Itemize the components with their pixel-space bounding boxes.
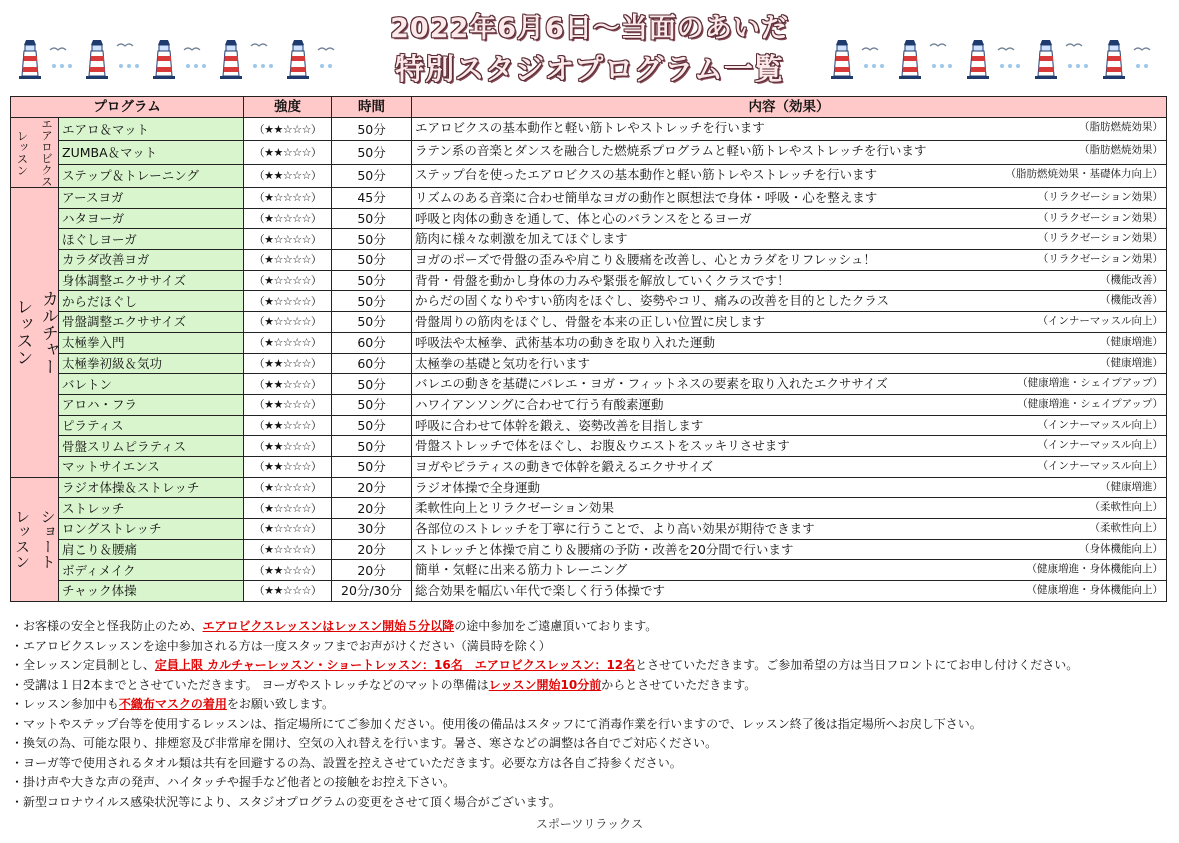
note-line: [11, 754, 1171, 774]
content-cell: [412, 164, 1167, 187]
duration: 50分: [332, 229, 412, 250]
intensity-rating: （★☆☆☆☆）: [244, 332, 332, 353]
duration: 50分: [332, 141, 412, 164]
content-cell: [412, 291, 1167, 312]
table-row: [11, 118, 1167, 141]
duration: 20分: [332, 477, 412, 498]
duration: 30分: [332, 519, 412, 540]
note-text: ・換気の為、可能な限り、排煙窓及び非常扉を開け、空気の入れ替えを行います。暑さ、寒さなどの調整は各自でご対応ください。: [11, 736, 718, 750]
content-cell: [412, 539, 1167, 560]
program-name: 身体調整エクササイズ: [59, 270, 244, 291]
category-label: [11, 188, 59, 478]
lighthouse-decoration-left: [14, 36, 344, 84]
program-name: ZUMBA＆マット: [59, 141, 244, 164]
effect-label: （機能改善）: [1100, 294, 1164, 307]
intensity-rating: （★★☆☆☆）: [244, 394, 332, 415]
intensity-rating: （★☆☆☆☆）: [244, 498, 332, 519]
intensity-rating: （★★☆☆☆）: [244, 141, 332, 164]
program-name: ストレッチ: [59, 498, 244, 519]
table-row: [11, 539, 1167, 560]
content-cell: [412, 250, 1167, 271]
program-name: アロハ・フラ: [59, 394, 244, 415]
note-text: ・受講は１日2本までとさせていただきます。 ヨーガやストレッチなどのマットの準備は: [11, 677, 489, 692]
effect-label: （健康増進）: [1100, 335, 1164, 348]
content-description: バレエの動きを基礎にバレエ・ヨガ・フィットネスの要素を取り入れたエクササイズ: [415, 376, 888, 392]
table-row: [11, 291, 1167, 312]
category-label-text: レッスン: [15, 129, 30, 176]
table-row: [11, 164, 1167, 187]
table-row: [11, 436, 1167, 457]
table-row: [11, 519, 1167, 540]
intensity-rating: （★★☆☆☆）: [244, 436, 332, 457]
duration: 50分: [332, 270, 412, 291]
table-header-row: [11, 97, 1167, 118]
intensity-rating: （★☆☆☆☆）: [244, 250, 332, 271]
table-row: [11, 332, 1167, 353]
duration: 50分: [332, 456, 412, 477]
effect-label: （脂肪燃焼効果・基礎体力向上）: [1005, 167, 1164, 180]
intensity-rating: （★★☆☆☆）: [244, 581, 332, 602]
content-description: 呼吸と肉体の動きを通して、体と心のバランスをとるヨーガ: [415, 210, 752, 226]
program-name: カラダ改善ヨガ: [59, 250, 244, 271]
table-row: [11, 270, 1167, 291]
note-line: [11, 676, 1171, 696]
duration: 50分: [332, 291, 412, 312]
duration: 50分: [332, 118, 412, 141]
program-name: 太極拳初級＆気功: [59, 353, 244, 374]
content-cell: [412, 332, 1167, 353]
category-label-text: レッスン: [13, 509, 32, 570]
program-name: ボディメイク: [59, 560, 244, 581]
effect-label: （脂肪燃焼効果）: [1079, 144, 1164, 157]
lighthouse-icon: [14, 36, 344, 84]
intensity-rating: （★★☆☆☆）: [244, 118, 332, 141]
content-description: 簡単・気軽に出来る筋力トレーニング: [415, 562, 628, 578]
content-description: ヨガやピラティスの動きで体幹を鍛えるエクササイズ: [415, 458, 714, 474]
header-program: プログラム: [11, 97, 244, 118]
effect-label: （身体機能向上）: [1079, 542, 1164, 555]
effect-label: （健康増進・身体機能向上）: [1026, 563, 1164, 576]
effect-label: （脂肪燃焼効果）: [1079, 121, 1164, 133]
note-text: ・ヨーガ等で使用されるタオル類は共有を回避するの為、設置を控えさせていただきます。必要な方は各自ご持参ください。: [11, 755, 682, 770]
duration: 60分: [332, 332, 412, 353]
note-emphasis: 不織布マスクの着用: [118, 697, 227, 711]
content-description: ラテン系の音楽とダンスを融合した燃焼系プログラムと軽い筋トレやストレッチを行います: [415, 143, 927, 159]
duration: 50分: [332, 436, 412, 457]
content-description: ハワイアンソングに合わせて行う有酸素運動: [415, 396, 664, 412]
intensity-rating: （★☆☆☆☆）: [244, 291, 332, 312]
intensity-rating: （★★☆☆☆）: [244, 415, 332, 436]
content-cell: [412, 394, 1167, 415]
table-row: [11, 581, 1167, 602]
content-description: 太極拳の基礎と気功を行います: [415, 355, 591, 371]
content-description: 呼吸に合わせて体幹を鍛え、姿勢改善を目指します: [415, 417, 704, 433]
content-description: ヨガのポーズで骨盤の歪みや肩こり＆腰痛を改善し、心とカラダをリフレッシュ！: [415, 252, 876, 268]
effect-label: （インナーマッスル向上）: [1037, 439, 1164, 452]
note-emphasis: エアロビクスレッスンはレッスン開始５分以降: [202, 619, 455, 633]
program-name: バレトン: [59, 374, 244, 395]
table-row: [11, 560, 1167, 581]
effect-label: （インナーマッスル向上）: [1037, 418, 1164, 431]
table-row: [11, 141, 1167, 164]
effect-label: （インナーマッスル向上）: [1037, 459, 1164, 472]
content-description: ステップ台を使ったエアロビクスの基本動作と軽い筋トレやストレッチを行います: [415, 166, 878, 182]
intensity-rating: （★☆☆☆☆）: [244, 229, 332, 250]
content-cell: [412, 498, 1167, 519]
content-description: エアロビクスの基本動作と軽い筋トレやストレッチを行います: [415, 120, 765, 135]
intensity-rating: （★☆☆☆☆）: [244, 312, 332, 333]
content-cell: [412, 560, 1167, 581]
note-line: [11, 656, 1171, 676]
program-name: 骨盤調整エクササイズ: [59, 312, 244, 333]
effect-label: （健康増進・シェイプアップ）: [1017, 397, 1164, 410]
notes-section: [11, 617, 1171, 812]
program-name: ラジオ体操＆ストレッチ: [59, 477, 244, 498]
category-label-text: ショート: [38, 509, 57, 570]
note-line: [11, 773, 1171, 793]
lighthouse-icon: [826, 36, 1166, 84]
category-label-text: レッスン: [12, 298, 33, 367]
intensity-rating: （★☆☆☆☆）: [244, 477, 332, 498]
effect-label: （インナーマッスル向上）: [1037, 315, 1164, 328]
duration: 45分: [332, 188, 412, 209]
note-text: の途中参加をご遠慮頂いております。: [454, 619, 658, 633]
table-row: [11, 188, 1167, 209]
intensity-rating: （★★☆☆☆）: [244, 353, 332, 374]
table-row: [11, 394, 1167, 415]
program-name: ピラティス: [59, 415, 244, 436]
effect-label: （健康増進）: [1100, 480, 1164, 493]
note-text: ・お客様の安全と怪我防止のため、: [11, 619, 203, 633]
intensity-rating: （★★☆☆☆）: [244, 560, 332, 581]
program-name: ロングストレッチ: [59, 519, 244, 540]
note-text: ・新型コロナウイルス感染状況等により、スタジオプログラムの変更をさせて頂く場合がございます。: [11, 794, 561, 809]
note-text: ・エアロビクスレッスンを途中参加される方は一度スタッフまでお声がけください（満員時を除く）: [11, 638, 551, 653]
effect-label: （健康増進・シェイプアップ）: [1017, 377, 1164, 390]
intensity-rating: （★☆☆☆☆）: [244, 270, 332, 291]
note-emphasis: レッスン開始10分前: [488, 677, 602, 692]
program-name: ハタヨーガ: [59, 208, 244, 229]
lighthouse-decoration-right: [826, 36, 1166, 84]
effect-label: （健康増進）: [1100, 356, 1164, 369]
duration: 50分: [332, 394, 412, 415]
header-intensity: 強度: [244, 97, 332, 118]
note-line: [11, 715, 1171, 735]
table-row: [11, 208, 1167, 229]
content-cell: [412, 141, 1167, 164]
note-text: をお願い致します。: [226, 697, 334, 711]
intensity-rating: （★☆☆☆☆）: [244, 519, 332, 540]
content-cell: [412, 118, 1167, 141]
note-line: [11, 617, 1171, 637]
content-cell: [412, 312, 1167, 333]
intensity-rating: （★★☆☆☆）: [244, 374, 332, 395]
content-cell: [412, 188, 1167, 209]
intensity-rating: （★☆☆☆☆）: [244, 208, 332, 229]
intensity-rating: （★☆☆☆☆）: [244, 539, 332, 560]
program-name: ほぐしヨーガ: [59, 229, 244, 250]
category-label-text: カルチャー: [37, 289, 58, 375]
note-line: [11, 793, 1171, 813]
effect-label: （柔軟性向上）: [1089, 522, 1164, 534]
effect-label: （機能改善）: [1100, 273, 1164, 286]
duration: 50分: [332, 312, 412, 333]
program-name: 骨盤スリムピラティス: [59, 436, 244, 457]
content-description: 柔軟性向上とリラクゼーション効果: [415, 500, 615, 516]
effect-label: （健康増進・身体機能向上）: [1026, 584, 1164, 597]
content-cell: [412, 374, 1167, 395]
table-body: [11, 118, 1167, 602]
note-line: [11, 734, 1171, 754]
duration: 20分: [332, 539, 412, 560]
header-content: 内容（効果）: [412, 97, 1167, 118]
content-description: リズムのある音楽に合わせ簡単なヨガの動作と瞑想法で身体・呼吸・心を整えます: [415, 190, 878, 205]
effect-label: （柔軟性向上）: [1089, 501, 1164, 514]
program-name: マットサイエンス: [59, 456, 244, 477]
note-line: [11, 695, 1171, 715]
note-text: ・全レッスン定員制とし、: [11, 658, 155, 672]
content-description: 各部位のストレッチを丁寧に行うことで、より高い効果が期待できます: [415, 521, 815, 536]
content-cell: [412, 229, 1167, 250]
table-row: [11, 477, 1167, 498]
content-description: 骨盤周りの筋肉をほぐし、骨盤を本来の正しい位置に戻します: [415, 314, 766, 330]
content-description: からだの固くなりやすい筋肉をほぐし、姿勢やコリ、痛みの改善を目的としたクラス: [415, 293, 890, 309]
effect-label: （リラクゼーション効果）: [1037, 211, 1164, 224]
table-row: [11, 353, 1167, 374]
note-text: ・レッスン参加中も: [11, 697, 119, 711]
category-label: [11, 477, 59, 601]
table-row: [11, 312, 1167, 333]
duration: 20分/30分: [332, 581, 412, 602]
program-name: エアロ＆マット: [59, 118, 244, 141]
table-row: [11, 415, 1167, 436]
program-name: からだほぐし: [59, 291, 244, 312]
duration: 50分: [332, 164, 412, 187]
content-cell: [412, 270, 1167, 291]
program-table: [10, 96, 1167, 602]
content-description: ラジオ体操で全身運動: [415, 479, 541, 495]
note-emphasis: 定員上限 カルチャーレッスン・ショートレッスン：16名 エアロビクスレッスン：12名: [154, 658, 636, 672]
page-subtitle: 特別スタジオプログラム一覧: [395, 52, 784, 86]
category-label: [11, 118, 59, 188]
content-description: 呼吸法や太極拳、武術基本功の動きを取り入れた運動: [415, 334, 716, 350]
intensity-rating: （★☆☆☆☆）: [244, 188, 332, 209]
program-name: ステップ＆トレーニング: [59, 164, 244, 187]
note-text: からとさせていただきます。: [601, 677, 757, 692]
note-text: ・マットやステップ台等を使用するレッスンは、指定場所にてご参加ください。使用後の備品はスタッフにて消毒作業を行いますので、レッスン終了後は指定場所へお戻し下さい。: [11, 716, 982, 731]
content-cell: [412, 581, 1167, 602]
intensity-rating: （★★☆☆☆）: [244, 456, 332, 477]
table-row: [11, 498, 1167, 519]
table-row: [11, 229, 1167, 250]
effect-label: （リラクゼーション効果）: [1037, 253, 1164, 266]
content-description: ストレッチと体操で肩こり＆腰痛の予防・改善を20分間で行います: [415, 541, 794, 557]
content-cell: [412, 208, 1167, 229]
table-row: [11, 456, 1167, 477]
intensity-rating: （★★☆☆☆）: [244, 164, 332, 187]
content-description: 背骨・骨盤を動かし身体の力みや緊張を解放していくクラスです！: [415, 272, 790, 288]
content-cell: [412, 415, 1167, 436]
table-row: [11, 250, 1167, 271]
category-label-text: エアロビクス: [39, 118, 54, 187]
table-row: [11, 374, 1167, 395]
program-name: 太極拳入門: [59, 332, 244, 353]
header-time: 時間: [332, 97, 412, 118]
duration: 60分: [332, 353, 412, 374]
content-description: 総合効果を幅広い年代で楽しく行う体操です: [415, 583, 666, 599]
effect-label: （リラクゼーション効果）: [1037, 232, 1164, 245]
note-text: ・掛け声や大きな声の発声、ハイタッチや握手など他者との接触をお控え下さい。: [11, 775, 456, 789]
content-cell: [412, 456, 1167, 477]
program-name: チャック体操: [59, 581, 244, 602]
content-cell: [412, 436, 1167, 457]
content-description: 筋肉に様々な刺激を加えてほぐします: [415, 231, 628, 247]
content-description: 骨盤ストレッチで体をほぐし、お腹＆ウエストをスッキリさせます: [415, 438, 790, 454]
duration: 20分: [332, 560, 412, 581]
duration: 50分: [332, 250, 412, 271]
content-cell: [412, 519, 1167, 540]
note-line: [11, 637, 1171, 657]
program-name: 肩こり＆腰痛: [59, 539, 244, 560]
content-cell: [412, 353, 1167, 374]
program-name: アースヨガ: [59, 188, 244, 209]
footer-brand: スポーツリラックス: [535, 817, 644, 831]
page-title: 2022年6月6日～当面のあいだ: [390, 13, 789, 44]
note-text: とさせていただきます。ご参加希望の方は当日フロントにてお申し付けください。: [635, 658, 1079, 672]
effect-label: （リラクゼーション効果）: [1037, 191, 1164, 203]
duration: 50分: [332, 415, 412, 436]
content-cell: [412, 477, 1167, 498]
duration: 20分: [332, 498, 412, 519]
duration: 50分: [332, 208, 412, 229]
duration: 50分: [332, 374, 412, 395]
